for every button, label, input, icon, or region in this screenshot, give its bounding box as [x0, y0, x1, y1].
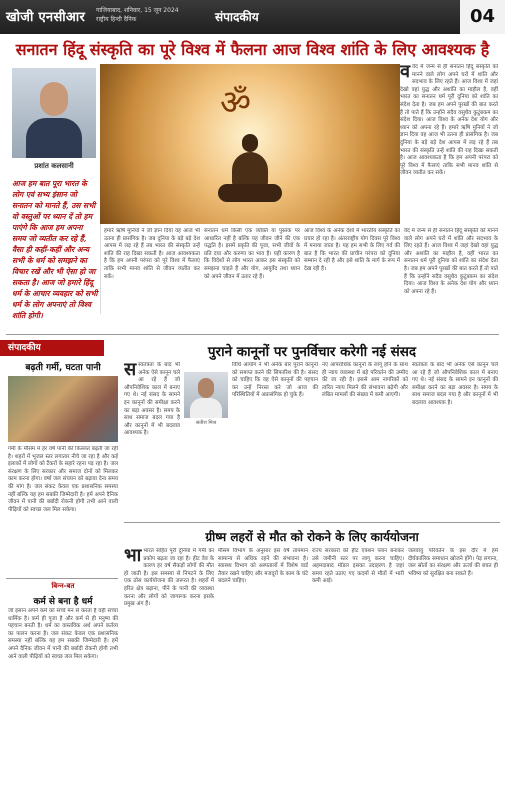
lead-body-col-3	[304, 228, 400, 328]
lead-body-col-1	[104, 228, 200, 328]
story3-body-1: भारत सहित पूरी दुनिया में गर्मी का प्रकोप बढ़ता जा रहा है। हीट वेव के कारण हर वर्ष सैकड़ों लोगों की मौत हो जाती है। इस समस्या से निपटने के लिए एक ठोस कार्ययोजना की जरूरत है। शहरों में हरित क्षेत्र बढ़ाना, पीने के पानी की व्यवस्था करना और लोगों को जागरूक करना इसके प्रमुख अंग हैं।	[124, 548, 214, 608]
editorial-label: संपादकीय	[0, 340, 104, 356]
lead-body-2b: हमारे ऋषि मुनियों ने जो ज्ञान दिया वह आज भी उतना ही प्रासंगिक है। जब दुनिया के बड़े बड़े देश आपस में लड़ रहे हैं तब भारत की संस्कृति उन्हें शांति की राह दिखा सकती है। आज आवश्यकता है कि हम अपनी परंपरा को पूरे विश्व में फैलाएं ताकि सभी मानव शांति से जीवन व्यतीत कर सकें।	[104, 228, 200, 280]
dateline	[96, 6, 179, 24]
column-divider	[6, 578, 118, 579]
story2-body-1: स्वतंत्रता के बाद भी अनेक ऐसे कानून चले आ रहे हैं जो औपनिवेशिक काल में बनाए गए थे। नई संसद के सामने इन कानूनों की समीक्षा करने का बड़ा अवसर है। समय के साथ समाज बदल गया है और कानूनों में भी बदलाव आवश्यक है।	[124, 362, 180, 437]
story2-col-4	[412, 362, 498, 518]
section-divider	[6, 334, 499, 335]
author-photo	[12, 68, 96, 158]
story3-col-2	[218, 548, 308, 794]
section-title: संपादकीय	[215, 10, 259, 24]
editorial-body	[8, 446, 118, 574]
author-name: प्रशांत कलसानी	[34, 162, 74, 170]
column-body-more: जल संकट केवल एक प्रशासनिक समस्या नहीं बल्कि यह हम सबकी जिम्मेदारी है। हमें अपने दैनिक जीवन में पानी की बर्बादी रोकनी होगी तभी आने वाली पीढ़ियों को स्वच्छ जल मिल सकेगा।	[8, 630, 118, 660]
story3-col-4	[408, 548, 498, 794]
page-number: 04	[460, 0, 505, 34]
lead-body-3: सनातन धर्म किसी एक व्यक्ति या पुस्तक पर आधारित नहीं है बल्कि यह जीवन जीने की एक पद्धति है। इसमें प्रकृति की पूजा, सभी जीवों के प्रति दया और करुणा का भाव है। यही कारण है कि विदेशों से लोग भारत आकर इस संस्कृति को समझना चाहते हैं और योग, आयुर्वेद तथा ध्यान को अपने जीवन में उतार रहे हैं।	[204, 228, 300, 280]
story2-author-photo	[184, 372, 228, 418]
pull-quote: आज हम बात पूरा भारत के लोग एवं सभ्य इंसान जो सनातन को मानते हैं, उस सभी वो वस्तुओं पर ध्यान दें तो हम पाएंगे कि आज हम अपना समय जो व्यतीत कर रहे हैं, वैसा ही कहीं-कहीं और अन्य सभी के धर्म को समझने का विचार रखें और भी ऐसा हो जा सकता है। आज जो हमारे हिंदू धर्म के आचार व्यवहार को सभी धर्म के लोग अपनाएं तो विश्व शांति होगी।	[12, 179, 98, 320]
column-body-text: जो इंसान अपने कर्म को सच्चे मन से करता है वही सच्चा धार्मिक है। कर्म ही पूजा है और कर्म से ही मनुष्य की पहचान बनती है। धर्म का वास्तविक अर्थ अपने कर्तव्य का पालन करना है।	[8, 608, 118, 637]
column-label: बिन्‍न-बत	[51, 582, 75, 590]
lead-body-col-2	[204, 228, 300, 328]
lead-headline: सनातन हिंदू संस्कृति का पूरे विश्व में फैलना आज विश्व शांति के लिए आवश्यक है	[15, 40, 490, 59]
story2-col-3	[322, 362, 408, 518]
meditating-figure-icon	[218, 134, 282, 214]
story3-col-3	[312, 548, 404, 794]
lead-body-1: वेद में जन्म से ही सनातन हिंदू संस्कृति को मानने वाले लोग अपने घरों में शांति और सदभाव के लिए रहते हैं। आज विश्व में जहां देखो वहां युद्ध और अशांति का माहौल है, वहीं भारत का सनातन धर्म पूरी दुनिया को शांति का संदेश देता है। जब हम अपने पुरखों की बात करते हैं तो पाते हैं कि उन्होंने सदैव वसुधैव कुटुंबकम का संदेश दिया। आज विश्व के अनेक देश योग और ध्यान को अपना रहे हैं।	[400, 64, 498, 131]
masthead	[0, 0, 505, 34]
lead-body-4: आज विश्व के अनेक देशों में भारतीय संस्कृति का प्रचार हो रहा है। अंतरराष्ट्रीय योग दिवस पूरे विश्व में मनाया जाता है। यह हम सभी के लिए गर्व की बात है कि भारत की प्राचीन परंपरा को दुनिया सम्मान दे रही है और इसे शांति के मार्ग के रूप में देख रही है।	[304, 228, 400, 272]
om-symbol-icon: ॐ	[220, 83, 252, 123]
story2-headline: पुराने कानूनों पर पुनर्विचार करेगी नई संसद	[207, 344, 417, 360]
story2-body-2: विधि आयोग ने भी अनेक बार पुराने कानूनों को समाप्त करने की सिफारिश की है। संसद को चाहिए कि वह ऐसे कानूनों की पहचान कर उन्हें निरस्त करे जो आज की परिस्थितियों में अप्रासंगिक हो चुके हैं।	[232, 362, 318, 399]
editorial-body-2: जल संकट केवल एक प्रशासनिक समस्या नहीं बल्कि यह हम सबकी जिम्मेदारी है। हमें अपने दैनिक जीवन में पानी की बर्बादी रोकनी होगी तभी आने वाली पीढ़ियों को स्वच्छ जल मिल सकेगा।	[8, 483, 118, 513]
dateline-tagline: राष्ट्रीय हिन्दी दैनिक	[96, 16, 137, 23]
newspaper-name: खोजी एनसीआर	[6, 10, 86, 25]
dateline-date: गाजियाबाद, शनिवार, 15 जून 2024	[96, 7, 179, 14]
crowd-photo	[8, 376, 118, 442]
story2-author-name: सतीश मिश्र	[195, 420, 217, 426]
editorial-headline: बढ़ती गर्मी, घटता पानी	[25, 363, 101, 373]
lead-body-1b: वेद में जन्म से ही सनातन हिंदू संस्कृति को मानने वाले लोग अपने घरों में शांति और सदभाव के लिए रहते हैं। आज विश्व में जहां देखो वहां युद्ध और अशांति का माहौल है, वहीं भारत का सनातन धर्म पूरी दुनिया को शांति का संदेश देता है। जब हम अपने पुरखों की बात करते हैं तो पाते हैं कि उन्होंने सदैव वसुधैव कुटुंबकम का संदेश दिया। आज विश्व के अनेक देश योग और ध्यान को अपना रहे हैं।	[404, 228, 498, 295]
column-headline: कर्म से बना है धर्म	[33, 597, 93, 607]
lead-body-col-right: ववेद में जन्म से ही सनातन हिंदू संस्कृति को मानने वाले लोग अपने घरों में शांति और सदभाव के लिए रहते हैं। आज विश्व में जहां देखो वहां युद्ध और अशांति का माहौल है, वहीं भारत का सनातन धर्म पूरी दुनिया को शांति का संदेश देता है। जब हम अपने पुरखों की बात करते हैं तो पाते हैं कि उन्होंने सदैव वसुधैव कुटुंबकम का संदेश दिया। आज विश्व के अनेक देश योग और ध्यान को अपना रहे हैं। हमारे ऋषि मुनियों ने जो ज्ञान दिया वह आज भी उतना ही प्रासंगिक है। जब दुनिया के बड़े बड़े देश आपस में लड़ रहे हैं तब भारत की संस्कृति उन्हें शांति की राह दिखा सकती है। आज आवश्यकता है कि हम अपनी परंपरा को पूरे विश्व में फैलाएं ताकि सभी मानव शांति से जीवन व्यतीत कर सकें।	[400, 64, 498, 177]
story3-headline: ग्रीष्म लहरों से मौत को रोकने के लिए कार्ययोजना	[205, 530, 419, 544]
story2-body-1b: स्वतंत्रता के बाद भी अनेक ऐसे कानून चले आ रहे हैं जो औपनिवेशिक काल में बनाए गए थे। नई संसद के सामने इन कानूनों की समीक्षा करने का बड़ा अवसर है। समय के साथ समाज बदल गया है और कानूनों में भी बदलाव आवश्यक है।	[412, 362, 498, 406]
story-divider	[124, 522, 500, 523]
editorial-body-1: गर्मी के मौसम में हर वर्ष पानी की किल्लत बढ़ती जा रही है। शहरों में भूजल स्तर लगातार नीचे जा रहा है और कई इलाकों में लोगों को टैंकरों के सहारे रहना पड़ रहा है। जल संरक्षण के लिए सरकार और समाज दोनों को मिलकर काम करना होगा। वर्षा जल संचयन को बढ़ावा देना समय की मांग है।	[8, 446, 118, 490]
story2-body-3: नए आपराधिक कानूनों के लागू होने के साथ ही न्याय व्यवस्था में बड़े परिवर्तन की उम्मीद की जा रही है। इससे आम नागरिकों को त्वरित न्याय मिलने की संभावना बढ़ेगी और लंबित मामलों की संख्या में कमी आएगी।	[322, 362, 408, 399]
story3-col-1: भाभारत सहित पूरी दुनिया में गर्मी का प्रकोप बढ़ता जा रहा है। हीट वेव के कारण हर वर्ष सैकड़ों लोगों की मौत हो जाती है। इस समस्या से निपटने के लिए एक ठोस कार्ययोजना की जरूरत है। शहरों में हरित क्षेत्र बढ़ाना, पीने के पानी की व्यवस्था करना और लोगों को जागरूक करना इसके प्रमुख अंग हैं।	[124, 548, 214, 608]
meditation-image	[100, 64, 400, 224]
story3-body-4: जलवायु परिवर्तन के इस दौर में हमें दीर्घकालिक समाधान खोजने होंगे। पेड़ लगाना, जल स्रोतों का संरक्षण और ऊर्जा की बचत ही भविष्य को सुरक्षित बना सकते हैं।	[408, 548, 498, 577]
lead-body-col-4	[404, 228, 498, 328]
story2-col-2	[232, 362, 318, 518]
story3-body-2: मौसम विभाग के अनुसार इस वर्ष तापमान सामान्य से अधिक रहने की संभावना है। स्वास्थ्य विभाग को अस्पतालों में विशेष वार्ड तैयार रखने चाहिए और मजदूरों के काम के घंटे बदलने चाहिए।	[218, 548, 308, 585]
story2-col-1: सस्वतंत्रता के बाद भी अनेक ऐसे कानून चले आ रहे हैं जो औपनिवेशिक काल में बनाए गए थे। नई संसद के सामने इन कानूनों की समीक्षा करने का बड़ा अवसर है। समय के साथ समाज बदल गया है और कानूनों में भी बदलाव आवश्यक है।	[124, 362, 180, 437]
author-box	[8, 64, 101, 320]
lead-body-2: हमारे ऋषि मुनियों ने जो ज्ञान दिया वह आज भी उतना ही प्रासंगिक है। जब दुनिया के बड़े बड़े देश आपस में लड़ रहे हैं तब भारत की संस्कृति उन्हें शांति की राह दिखा सकती है। आज आवश्यकता है कि हम अपनी परंपरा को पूरे विश्व में फैलाएं ताकि सभी मानव शांति से जीवन व्यतीत कर सकें।	[400, 124, 498, 177]
story3-body-3: राज्य सरकारों को हीट एक्शन प्लान बनाकर उसे जमीनी स्तर पर लागू करना चाहिए। अहमदाबाद मॉडल इसका उदाहरण है जहां समय रहते उठाए गए कदमों से मौतों में भारी कमी आई।	[312, 548, 404, 585]
column-body	[8, 608, 118, 794]
